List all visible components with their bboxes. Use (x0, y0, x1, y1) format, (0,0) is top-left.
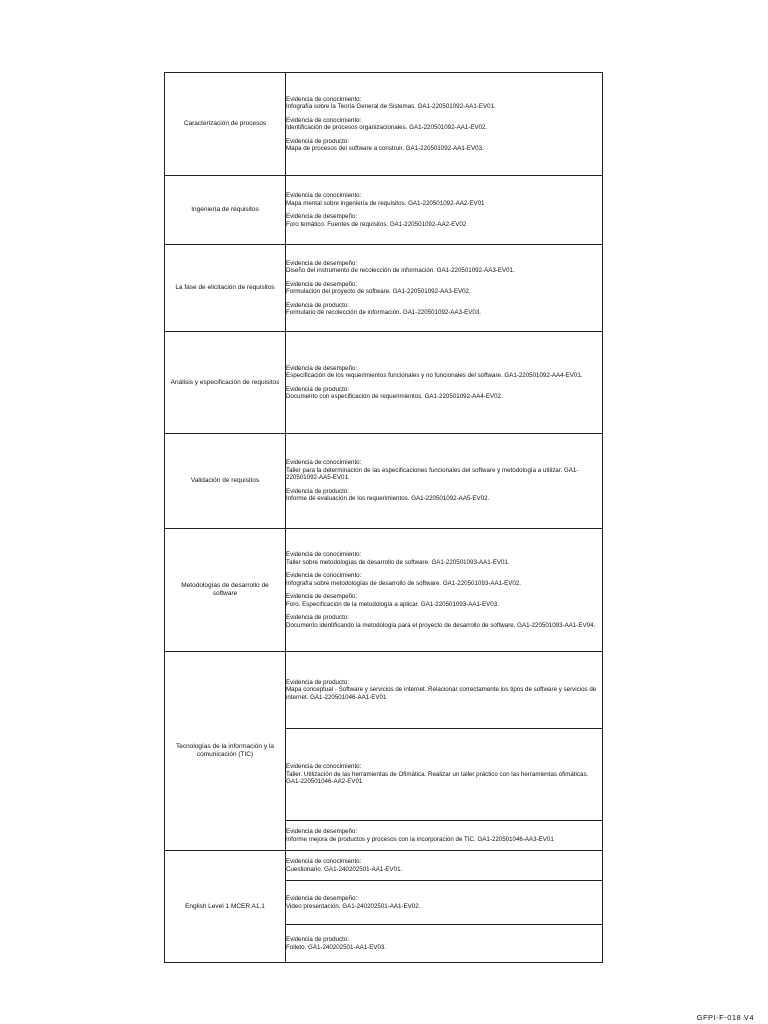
table-row (165, 851, 603, 881)
evidence-description: Taller para la determinación de las especificaciones funcionales del software y metodología a utilizar. GA1-220501092-AA5-EV01. (286, 466, 579, 482)
evidence-description: Documento identificando la metodología para el proyecto de desarrollo de software. GA1-220501093-AA1-EV04. (286, 621, 596, 629)
competencia-name: Tecnologías de la información y la comunicación (TIC) (176, 743, 274, 758)
competencia-name: Metodologías de desarrollo de (181, 582, 269, 589)
table-row (165, 245, 603, 332)
evidence-description: Taller. Utilización de las herramientas de Ofimática. Realizar un taller práctico con las herramientas ofimáticas. GA1-220501046-AA2-EV01 (286, 770, 589, 786)
competencia-cell (165, 73, 286, 176)
evidence-item (286, 572, 602, 587)
evidence-description: Formulación del proyecto de software. GA1-220501092-AA3-EV02. (286, 288, 471, 295)
table-row (165, 529, 603, 652)
evidence-type-label: Evidencia de producto: (286, 137, 349, 145)
evidence-description: Foro. Especificación de la metodología a aplicar. GA1-220501093-AA1-EV03. (286, 600, 499, 608)
evidence-cell (286, 434, 603, 529)
competencia-cell (165, 245, 286, 332)
evidence-table (164, 72, 603, 963)
evidence-item (286, 828, 602, 843)
evidence-item (286, 386, 602, 401)
evidence-cell (286, 332, 603, 434)
competencia-cell (165, 434, 286, 529)
evidence-cell (286, 821, 603, 851)
evidence-cell (286, 73, 603, 176)
evidence-description: Formulario de recolección de información. GA1-220501092-AA3-EV03. (286, 309, 482, 316)
competencia-cell (165, 851, 286, 963)
evidence-description: Especificación de los requerimientos funcionales y no funcionales del software. GA1-220501092-AA4-EV01. (286, 372, 583, 379)
evidence-description: Documento con especificación de requerimientos. GA1-220501092-AA4-EV02. (286, 393, 503, 400)
table-row (165, 176, 603, 245)
competencia-name: Caracterización de procesos (183, 120, 267, 127)
evidence-type-label: Evidencia de conocimiento: (286, 116, 362, 124)
evidence-description: Identificación de procesos organizacionales. GA1-220501092-AA1-EV02. (286, 124, 488, 131)
evidence-item (286, 488, 602, 503)
competencia-name: La fase de elicitación de requisitos (175, 284, 275, 291)
competencia-name: Ingeniería de requisitos (191, 206, 259, 213)
evidence-description: Mapa conceptual - Software y servicios de internet. Relacionar correctamente los tipos de software y servicios de internet. GA1-220501046-AA1-EV01 (286, 686, 597, 701)
evidence-type-label: Evidencia de desempeño: (286, 213, 358, 220)
evidence-type-label: Evidencia de producto: (286, 385, 349, 393)
evidence-type-label: Evidencia de conocimiento: (286, 858, 362, 865)
competencia-cell (165, 529, 286, 652)
evidence-type-label: Evidencia de desempeño: (286, 259, 358, 267)
evidence-type-label: Evidencia de desempeño: (286, 828, 358, 835)
evidence-description: Mapa de procesos del software a construir. GA1-220501092-AA1-EV03. (286, 145, 484, 152)
evidence-type-label: Evidencia de producto: (286, 936, 349, 943)
evidence-description: Informe mejora de productos y procesos con la incorporación de TIC. GA1-220501046-AA3-EV01 (286, 835, 554, 843)
table-row (165, 652, 603, 729)
evidence-item (286, 138, 602, 153)
evidence-item (286, 895, 602, 910)
evidence-description: Video presentación. GA1-240202501-AA1-EV02. (286, 902, 421, 910)
evidence-description: Infografía sobre la Teoría General de Sistemas. GA1-220501092-AA1-EV01. (286, 103, 496, 110)
competencia-subtitle: software (212, 590, 238, 597)
evidence-type-label: Evidencia de producto: (286, 487, 349, 495)
evidence-cell (286, 925, 603, 963)
evidence-table-body (165, 73, 603, 963)
evidence-item (286, 302, 602, 317)
evidence-type-label: Evidencia de conocimiento: (286, 192, 362, 199)
evidence-item (286, 365, 602, 380)
evidence-item (286, 679, 602, 702)
evidence-item (286, 459, 602, 482)
evidence-type-label: Evidencia de conocimiento: (286, 459, 362, 467)
form-code: GFPI-F-018 V4 (696, 1013, 754, 1022)
evidence-type-label: Evidencia de producto: (286, 301, 349, 309)
table-row (165, 332, 603, 434)
evidence-cell (286, 851, 603, 881)
evidence-cell (286, 176, 603, 245)
evidence-type-label: Evidencia de desempeño: (286, 895, 358, 902)
evidence-type-label: Evidencia de desempeño: (286, 593, 358, 600)
evidence-type-label: Evidencia de desempeño: (286, 364, 358, 372)
competencia-cell (165, 176, 286, 245)
evidence-item (286, 260, 602, 275)
evidence-item (286, 593, 602, 608)
evidence-type-label: Evidencia de producto: (286, 614, 349, 621)
evidence-description: Taller sobre metodologías de desarrollo de software. GA1-220501093-AA1-EV01. (286, 558, 510, 566)
evidence-type-label: Evidencia de conocimiento: (286, 763, 362, 771)
evidence-item (286, 858, 602, 873)
evidence-type-label: Evidencia de conocimiento: (286, 95, 362, 103)
competencia-name: English Level 1 MCER A1.1 (185, 902, 265, 910)
competencia-cell (165, 652, 286, 851)
evidence-item (286, 117, 602, 132)
competencia-name: Análisis y especificación de requisitos (170, 378, 280, 386)
competencia-name: Validación de requisitos (190, 477, 260, 484)
evidence-item (286, 281, 602, 296)
evidence-description: Cuestionario. GA1-240202501-AA1-EV01. (286, 865, 403, 873)
evidence-item (286, 551, 602, 566)
evidence-description: Diseño del instrumento de recolección de información. GA1-220501092-AA3-EV01. (286, 267, 515, 274)
evidence-item (286, 213, 602, 228)
evidence-type-label: Evidencia de conocimiento: (286, 572, 362, 579)
evidence-description: Infografía sobre metodologías de desarrollo de software. GA1-220501093-AA1-EV02. (286, 579, 521, 587)
table-row (165, 434, 603, 529)
evidence-item (286, 763, 602, 786)
evidence-type-label: Evidencia de producto: (286, 678, 349, 686)
evidence-description: Mapa mental sobre ingeniería de requisitos. GA1-220501092-AA2-EV01 (286, 199, 485, 207)
evidence-cell (286, 652, 603, 729)
evidence-type-label: Evidencia de conocimiento: (286, 551, 362, 558)
evidence-description: Folleto. GA1-240202501-AA1-EV03. (286, 943, 387, 951)
evidence-description: Informe de evaluación de los requerimientos. GA1-220501092-AA5-EV02. (286, 495, 490, 503)
evidence-description: Foro temático. Fuentes de requisitos. GA1-220501092-AA2-EV02 (286, 220, 467, 228)
competencia-cell (165, 332, 286, 434)
table-row (165, 73, 603, 176)
evidence-item (286, 192, 602, 207)
evidence-type-label: Evidencia de desempeño: (286, 280, 358, 288)
evidence-cell (286, 729, 603, 821)
evidence-cell (286, 245, 603, 332)
evidence-item (286, 936, 602, 951)
evidence-cell (286, 881, 603, 925)
evidence-item (286, 96, 602, 111)
evidence-item (286, 614, 602, 629)
evidence-cell (286, 529, 603, 652)
